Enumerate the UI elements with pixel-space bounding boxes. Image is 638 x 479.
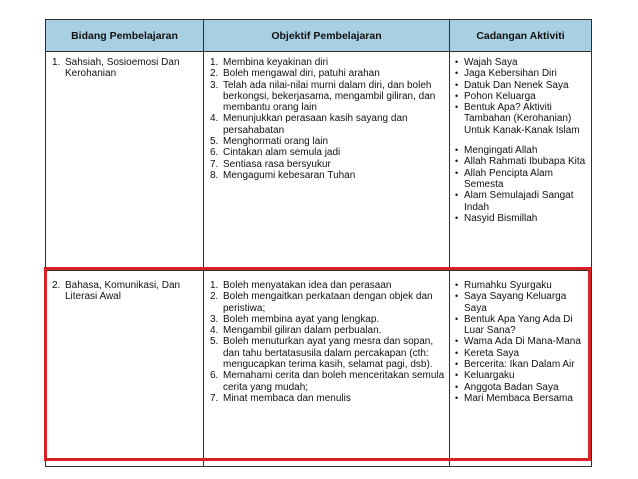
objective-text: Membina keyakinan diri xyxy=(223,57,329,68)
objective-number: 1. xyxy=(210,57,219,68)
activity-text: Allah Pencipta Alam Semesta xyxy=(464,167,553,190)
area-name: Bahasa, Komunikasi, Dan Literasi Awal xyxy=(65,280,181,303)
objective-number: 4. xyxy=(210,325,219,337)
activities-cell xyxy=(450,271,592,467)
activity-item xyxy=(455,348,587,359)
objective-text: Boleh mengaitkan perkataan dengan objek dan peristiwa; xyxy=(223,291,433,314)
bullet-icon: • xyxy=(455,190,459,201)
activity-text: Bentuk Apa Yang Ada Di Luar Sana? xyxy=(464,313,573,337)
objective-item xyxy=(210,336,446,370)
activity-item xyxy=(455,393,587,404)
activity-item xyxy=(455,57,587,68)
activity-text: Saya Sayang Keluarga Saya xyxy=(464,291,567,314)
table-row xyxy=(46,52,592,271)
activity-text: Datuk Dan Nenek Saya xyxy=(464,79,569,91)
bullet-icon: • xyxy=(455,145,459,156)
bullet-icon: • xyxy=(455,90,459,101)
objective-text: Mengagumi kebesaran Tuhan xyxy=(223,169,356,181)
bullet-icon: • xyxy=(455,359,459,370)
activity-item xyxy=(455,91,587,102)
objective-item xyxy=(210,370,446,393)
bullet-icon: • xyxy=(455,57,459,67)
activity-text: Rumahku Syurgaku xyxy=(464,280,552,291)
objective-number: 2. xyxy=(210,291,219,303)
objective-item xyxy=(210,68,446,79)
area-number: 2. xyxy=(52,280,61,291)
objective-item xyxy=(210,136,446,147)
activity-text: Wajah Saya xyxy=(464,57,518,68)
objective-text: Sentiasa rasa bersyukur xyxy=(223,158,331,170)
objective-item xyxy=(210,159,446,170)
objective-item xyxy=(210,170,446,181)
activity-item xyxy=(455,370,587,381)
activity-text: Bentuk Apa? Aktiviti Tambahan (Kerohanian) Untuk Kanak-Kanak Islam xyxy=(464,102,580,136)
activities-cell xyxy=(450,52,592,271)
activity-item xyxy=(455,213,587,224)
activity-text: Mari Membaca Bersama xyxy=(464,392,573,404)
activity-item xyxy=(455,168,587,191)
objective-item xyxy=(210,291,446,314)
area-name: Sahsiah, Sosioemosi Dan Kerohanian xyxy=(65,57,180,80)
objective-number: 4. xyxy=(210,113,219,125)
learning-area-cell xyxy=(46,52,204,271)
objective-number: 3. xyxy=(210,79,219,91)
header-objektif: Objektif Pembelajaran xyxy=(204,20,450,52)
bullet-icon: • xyxy=(455,212,459,223)
table-row xyxy=(46,271,592,467)
activity-item xyxy=(455,80,587,91)
bullet-icon: • xyxy=(455,68,459,79)
objective-number: 6. xyxy=(210,147,219,159)
activity-item xyxy=(455,280,587,291)
objective-item xyxy=(210,147,446,158)
activity-item xyxy=(455,68,587,79)
activity-text: Bercerita: Ikan Dalam Air xyxy=(464,359,575,371)
activity-text: Anggota Badan Saya xyxy=(464,381,559,393)
bullet-icon: • xyxy=(455,79,459,90)
area-number: 1. xyxy=(52,57,61,68)
bullet-icon: • xyxy=(455,280,459,290)
bullet-icon: • xyxy=(455,167,459,178)
activity-text: Wama Ada Di Mana-Mana xyxy=(464,336,581,348)
objective-number: 8. xyxy=(210,169,219,181)
objective-number: 5. xyxy=(210,136,219,148)
bullet-icon: • xyxy=(455,102,459,113)
objective-text: Menunjukkan perasaan kasih sayang dan persahabatan xyxy=(223,113,408,136)
activity-item xyxy=(455,190,587,213)
objective-number: 2. xyxy=(210,68,219,80)
bullet-icon: • xyxy=(455,291,459,302)
objective-text: Boleh menyatakan idea dan perasaan xyxy=(223,280,392,291)
objectives-cell xyxy=(204,271,450,467)
curriculum-table xyxy=(45,19,592,467)
bullet-icon: • xyxy=(455,313,459,324)
header-bidang: Bidang Pembelajaran xyxy=(46,20,204,52)
bullet-icon: • xyxy=(455,347,459,358)
activity-item xyxy=(455,291,587,314)
objective-text: Boleh mengawal diri, patuhi arahan xyxy=(223,68,380,80)
objective-text: Minat membaca dan menulis xyxy=(223,392,351,404)
activity-text: Jaga Kebersihan Diri xyxy=(464,68,557,80)
bullet-icon: • xyxy=(455,370,459,381)
activity-item xyxy=(455,382,587,393)
objective-text: Cintakan alam semula jadi xyxy=(223,147,341,159)
objective-number: 3. xyxy=(210,313,219,325)
objective-item xyxy=(210,325,446,336)
objective-number: 7. xyxy=(210,158,219,170)
activity-text: Alam Semulajadi Sangat Indah xyxy=(464,190,574,213)
activity-item xyxy=(455,336,587,347)
learning-area xyxy=(52,280,199,303)
bullet-icon: • xyxy=(455,156,459,167)
objective-number: 7. xyxy=(210,392,219,404)
objective-text: Telah ada nilai-nilai murni dalam diri, dan boleh berkongsi, bekerjasama, mengambil giliran, dan membantu orang lain xyxy=(223,79,436,114)
bullet-icon: • xyxy=(455,381,459,392)
activity-item xyxy=(455,156,587,167)
activity-text: Keluargaku xyxy=(464,370,515,382)
activity-text: Pohon Keluarga xyxy=(464,90,536,102)
objective-item xyxy=(210,113,446,136)
objective-item xyxy=(210,57,446,68)
activity-text: Allah Rahmati Ibubapa Kita xyxy=(464,156,586,168)
bullet-icon: • xyxy=(455,392,459,403)
objective-item xyxy=(210,393,446,404)
learning-area-cell xyxy=(46,271,204,467)
activity-item xyxy=(455,359,587,370)
objective-text: Boleh membina ayat yang lengkap. xyxy=(223,313,380,325)
objectives-cell xyxy=(204,52,450,271)
activity-text: Nasyid Bismillah xyxy=(464,212,538,224)
objective-number: 6. xyxy=(210,370,219,382)
objective-item xyxy=(210,280,446,291)
objective-text: Memahami cerita dan boleh menceritakan semula cerita yang mudah; xyxy=(223,370,445,393)
objective-number: 1. xyxy=(210,280,219,291)
objective-item xyxy=(210,314,446,325)
bullet-icon: • xyxy=(455,336,459,347)
header-aktiviti: Cadangan Aktiviti xyxy=(450,20,592,52)
activity-text: Kereta Saya xyxy=(464,347,520,359)
objective-item xyxy=(210,80,446,114)
objective-number: 5. xyxy=(210,336,219,348)
activity-item xyxy=(455,102,587,136)
objective-text: Boleh menuturkan ayat yang mesra dan sopan, dan tahu bertatasusila dalam percakapan (cth: mengucapkan terima kasih, selamat pagi, dsb). xyxy=(223,336,434,371)
objective-text: Mengambil giliran dalam perbualan. xyxy=(223,325,382,337)
activity-text: Mengingati Allah xyxy=(464,145,538,157)
learning-area xyxy=(52,57,199,80)
activity-item xyxy=(455,314,587,337)
header-row xyxy=(46,20,592,52)
objective-text: Menghormati orang lain xyxy=(223,136,329,148)
activity-item xyxy=(455,145,587,156)
